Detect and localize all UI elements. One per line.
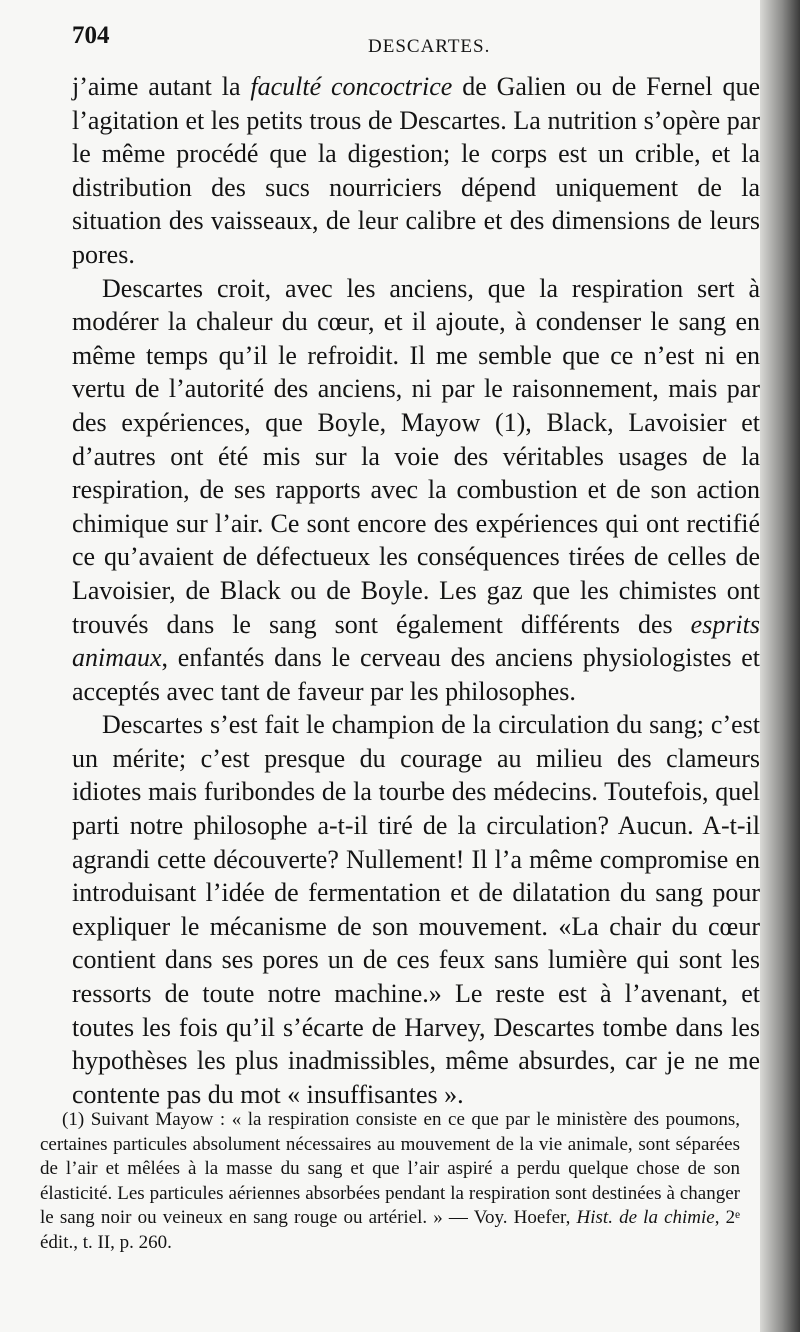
- paragraph-2-italic: esprits animaux: [72, 609, 760, 673]
- paragraph-1-text-b: de Galien ou de Fernel que l’agitation et les petits trous de Descartes. La nutrition s’opère par le même procédé que la digestion; le corps est un crible, et la distribution des sucs nourriciers dépend uniquement de la situation des vaisseaux, de leur calibre et des dimensions de leurs pores.: [72, 72, 760, 269]
- footnote-text-a: (1) Suivant Mayow : « la respiration consiste en ce que par le ministère des poumons, certaines particules absolument nécessaires au mouvement de la vie animale, sont séparées de l’air et mêlées à la masse du sang et que l’air aspiré a perdu quelque chose de son élasticité. Les particules aériennes absorbées pendant la respiration sont destinées à changer le sang noir ou veineux en sang rouge ou artériel. » — Voy. Hoefer,: [40, 1109, 740, 1229]
- footnote-text-b: , 2ᵉ édit., t. II, p. 260.: [40, 1207, 741, 1253]
- paragraph-2: [72, 272, 760, 709]
- paragraph-1: [72, 70, 760, 272]
- footnote: [40, 1108, 740, 1256]
- footnote-italic-title: Hist. de la chimie: [576, 1207, 715, 1229]
- footnote-1: [40, 1108, 740, 1256]
- paragraph-1-text-a: j’aime autant la: [72, 72, 251, 101]
- paragraph-2-text-a: Descartes croit, avec les anciens, que la respiration sert à modérer la chaleur du cœur, et il ajoute, à condenser le sang en même temps qu’il le refroidit. Il me semble que ce n’est ni en vertu de l’autorité des anciens, ni par le raisonnement, mais par des expériences, que Boyle, Mayow (1), Black, Lavoisier et d’autres ont été mis sur la voie des véritables usages de la respiration, de ses rapports avec la combustion et de son action chimique sur l’air. Ce sont encore des expériences qui ont rectifié ce qu’avaient de défectueux les conséquences tirées de celles de Lavoisier, de Black ou de Boyle. Les gaz que les chimistes ont trouvés dans le sang sont également différents des: [72, 273, 760, 639]
- paragraph-2-text-b: , enfantés dans le cerveau des anciens physiologistes et acceptés avec tant de faveur par les philosophes.: [72, 643, 760, 706]
- book-spine-shadow: [760, 0, 800, 1332]
- page-number: 704: [72, 22, 110, 49]
- paragraph-1-italic: faculté concoctrice: [250, 72, 453, 101]
- main-text: [72, 70, 760, 1111]
- paragraph-3: Descartes s’est fait le champion de la circulation du sang; c’est un mérite; c’est presque du courage au milieu des clameurs idiotes mais furibondes de la tourbe des médecins. Toutefois, quel parti notre philosophe a-t-il tiré de la circulation? Aucun. A-t-il agrandi cette découverte? Nullement! Il l’a même compromise en introduisant l’idée de fermentation et de dilatation du sang pour expliquer le mécanisme de son mouvement. «La chair du cœur contient dans ses pores un de ces feux sans lumière qui sont les ressorts de toute notre machine.» Le reste est à l’avenant, et toutes les fois qu’il s’écarte de Harvey, Descartes tombe dans les hypothèses les plus inadmissibles, même absurdes, car je ne me contente pas du mot « insuffisantes ».: [72, 710, 760, 1109]
- page-header: [72, 22, 762, 62]
- running-head: DESCARTES.: [368, 36, 491, 57]
